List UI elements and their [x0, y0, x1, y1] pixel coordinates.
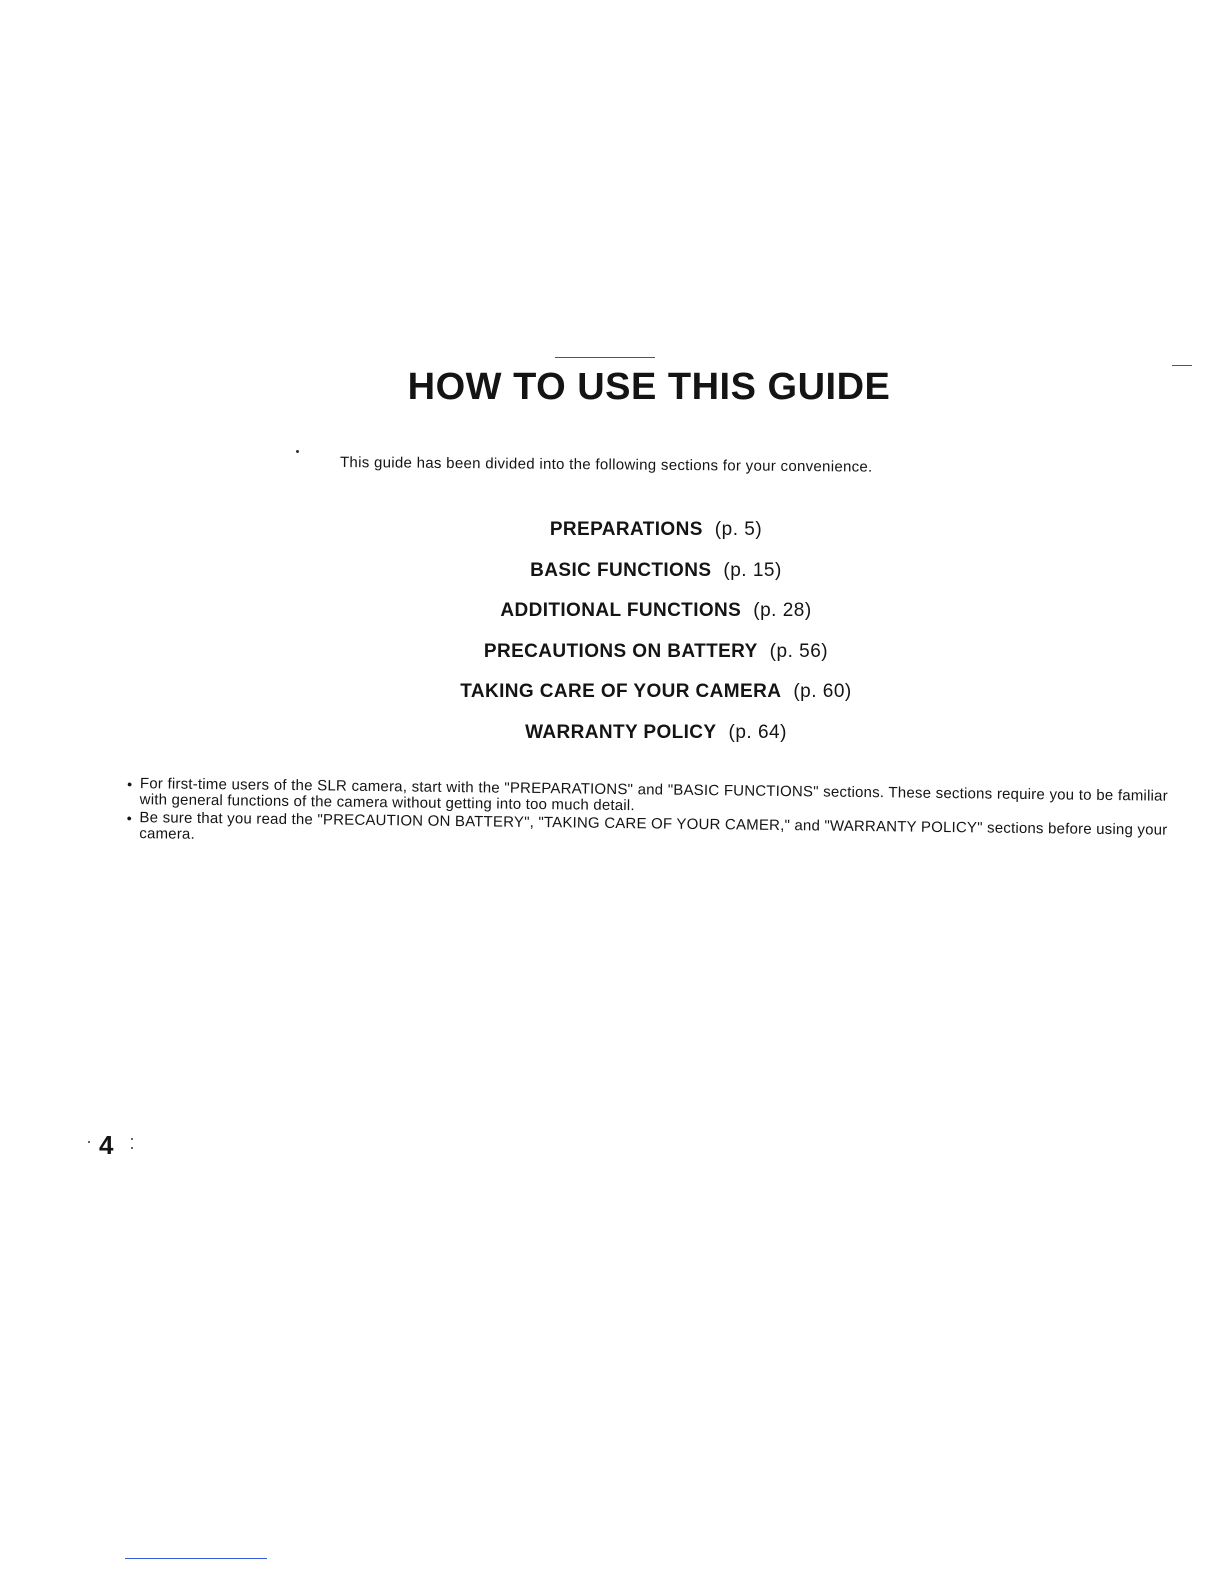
section-page-ref: (p. 64): [728, 721, 787, 743]
footer-rule: [125, 1558, 267, 1559]
page-number: 4: [99, 1130, 114, 1160]
scan-speck: [296, 450, 299, 453]
section-name: BASIC FUNCTIONS: [530, 559, 712, 581]
section-item: [44, 672, 1224, 713]
page-title: HOW TO USE THIS GUIDE: [407, 366, 891, 408]
scan-mark-top: [555, 357, 655, 358]
section-item: [44, 551, 1224, 592]
intro-text: This guide has been divided into the following sections for your convenience.: [339, 454, 873, 476]
section-item: [44, 713, 1224, 754]
section-list: [0, 510, 1224, 754]
section-name: PREPARATIONS: [549, 519, 703, 540]
section-page-ref: (p. 28): [753, 600, 812, 622]
scan-speck: [131, 1138, 133, 1140]
section-name: ADDITIONAL FUNCTIONS: [500, 600, 742, 622]
section-name: WARRANTY POLICY: [525, 721, 717, 743]
section-page-ref: (p. 5): [714, 519, 763, 540]
section-item: [44, 632, 1224, 673]
section-item: [44, 510, 1224, 551]
section-page-ref: (p. 60): [793, 681, 852, 703]
section-page-ref: (p. 56): [769, 640, 829, 662]
section-page-ref: (p. 15): [723, 559, 782, 581]
notes-list: [127, 776, 1168, 857]
section-name: PRECAUTIONS ON BATTERY: [483, 640, 758, 662]
note-item: ● For first-time users of the SLR camera, start with the "PREPARATIONS" and "BASIC FUNCTIONS" sections. These sections require you to be familiar with general functions of the camera without getting into too much detail.: [128, 776, 1168, 821]
note-item: ● Be sure that you read the "PRECAUTION ON BATTERY", "TAKING CARE OF YOUR CAMER," and "WARRANTY POLICY" sections before using your camera.: [127, 810, 1167, 855]
section-item: [44, 591, 1224, 632]
scan-speck: [131, 1147, 133, 1149]
section-name: TAKING CARE OF YOUR CAMERA: [460, 681, 782, 703]
scan-speck: [88, 1141, 90, 1143]
